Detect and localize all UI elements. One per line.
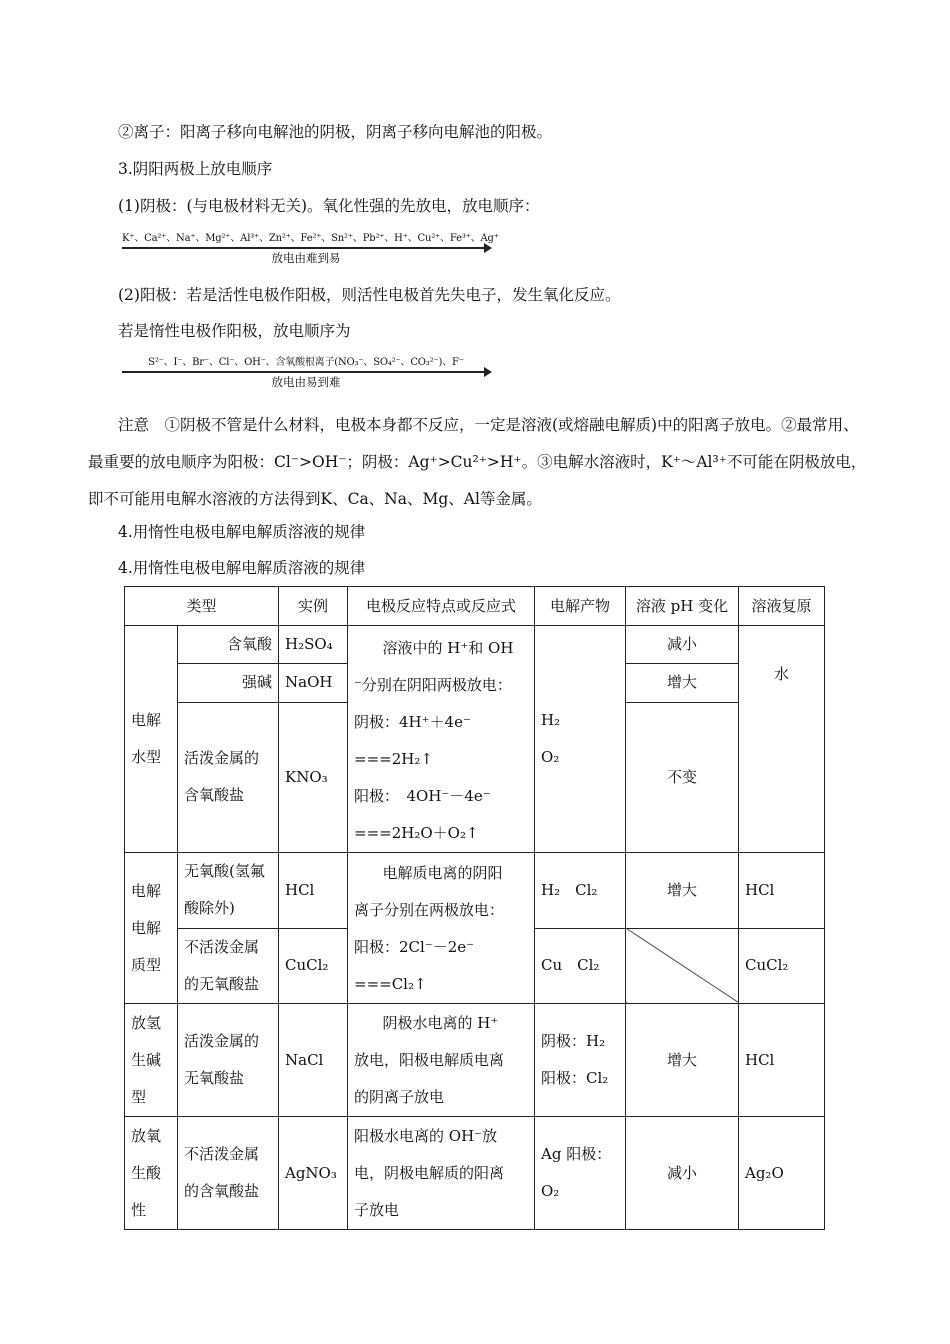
cathode-order-arrow (122, 232, 499, 265)
ph-cell: 减小 (626, 626, 739, 664)
cathode-order-caption: 放电由难到易 (271, 251, 341, 265)
header-type: 类型 (125, 587, 279, 626)
anode-order-arrow (122, 356, 490, 389)
restore-cell: HCl (739, 853, 825, 929)
example-cell: CuCl₂ (279, 928, 348, 1004)
example-cell: AgNO₃ (279, 1117, 348, 1230)
table-row (125, 1004, 825, 1117)
subtype-cell: 强碱 (178, 664, 279, 702)
ph-cell: 增大 (626, 853, 739, 929)
header-reaction: 电极反应特点或反应式 (348, 587, 535, 626)
paragraph-anode: (2)阳极：若是活性电极作阳极，则活性电极首先失电子，发生氧化反应。 (118, 286, 621, 304)
type-cell: 电解电解质型 (125, 853, 178, 1004)
restore-cell: 水 (739, 626, 825, 853)
header-example: 实例 (279, 587, 348, 626)
ph-cell: 减小 (626, 1117, 739, 1230)
product-cell: Ag 阳极： O₂ (535, 1117, 626, 1230)
header-ph: 溶液 pH 变化 (626, 587, 739, 626)
restore-cell: HCl (739, 1004, 825, 1117)
subtype-cell: 无氧酸(氢氟酸除外) (178, 853, 279, 929)
type-cell: 放氧生酸性 (125, 1117, 178, 1230)
reaction-cell: 电解质电离的阴阳 离子分别在两极放电： 阳极：2Cl⁻－2e⁻ ===Cl₂↑ (348, 853, 535, 1004)
header-restore: 溶液复原 (739, 587, 825, 626)
product-cell: Cu Cl₂ (535, 928, 626, 1004)
reaction-cell: 阳极水电离的 OH⁻放 电，阴极电解质的阳离 子放电 (348, 1117, 535, 1230)
heading-discharge-order: 3.阴阳两极上放电顺序 (118, 160, 273, 178)
subtype-cell: 活泼金属的无氧酸盐 (178, 1004, 279, 1117)
ph-cell: 增大 (626, 664, 739, 702)
ph-cell: 增大 (626, 1004, 739, 1117)
table-row (125, 626, 825, 664)
example-cell: HCl (279, 853, 348, 929)
product-cell: H₂ Cl₂ (535, 853, 626, 929)
product-cell: H₂ O₂ (535, 626, 626, 853)
anode-ion-sequence: S²⁻、I⁻、Br⁻、Cl⁻、OH⁻、含氧酸根离子(NO₃⁻、SO₄²⁻、CO₃²⁻)、F⁻ (148, 357, 464, 368)
table-row (125, 1117, 825, 1230)
header-product: 电解产物 (535, 587, 626, 626)
arrow-line (122, 247, 490, 249)
type-cell: 电解水型 (125, 626, 178, 853)
restore-cell: CuCl₂ (739, 928, 825, 1004)
subtype-cell: 含氧酸 (178, 626, 279, 664)
reaction-cell: 溶液中的 H⁺和 OH ⁻分别在阴阳两极放电： 阴极：4H⁺＋4e⁻ ===2H₂↑ 阳极： 4OH⁻－4e⁻ ===2H₂O＋O₂↑ (348, 626, 535, 853)
type-cell: 放氢生碱型 (125, 1004, 178, 1117)
table-header-row (125, 587, 825, 626)
subtype-cell: 不活泼金属的无氧酸盐 (178, 928, 279, 1004)
note-paragraph: 注意 ①阴极不管是什么材料，电极本身都不反应，一定是溶液(或熔融电解质)中的阳离子放电。②最常用、最重要的放电顺序为阳极：Cl⁻>OH⁻；阴极：Ag⁺>Cu²⁺>H⁺。③电解水溶液时，K⁺～Al³⁺不可能在阴极放电，即不可能用电解水溶液的方法得到K、Ca、Na、Mg、Al等金属。 (88, 416, 867, 508)
heading-rules: 4.用惰性电极电解电解质溶液的规律 (118, 523, 366, 541)
paragraph-cathode: (1)阴极：(与电极材料无关)。氧化性强的先放电，放电顺序： (118, 197, 540, 215)
arrow-line (122, 371, 490, 373)
subtype-cell: 活泼金属的含氧酸盐 (178, 702, 279, 852)
paragraph-ion-migration: ②离子：阳离子移向电解池的阴极，阴离子移向电解池的阳极。 (118, 123, 553, 141)
product-cell: 阴极：H₂ 阳极：Cl₂ (535, 1004, 626, 1117)
subtype-cell: 不活泼金属的含氧酸盐 (178, 1117, 279, 1230)
example-cell: NaCl (279, 1004, 348, 1117)
example-cell: NaOH (279, 664, 348, 702)
ph-cell: 不变 (626, 702, 739, 852)
reaction-cell: 阴极水电离的 H⁺ 放电，阳极电解质电离 的阴离子放电 (348, 1004, 535, 1117)
paragraph-inert-anode: 若是惰性电极作阳极，放电顺序为 (118, 322, 351, 340)
cathode-ion-sequence: K⁺、Ca²⁺、Na⁺、Mg²⁺、Al³⁺、Zn²⁺、Fe²⁺、Sn²⁺、Pb²⁺、H⁺、Cu²⁺、Fe³⁺、Ag⁺ (122, 233, 499, 244)
table-row (125, 853, 825, 929)
example-cell: KNO₃ (279, 702, 348, 852)
empty-diagonal-cell (626, 928, 739, 1004)
electrolysis-table (124, 586, 825, 1230)
example-cell: H₂SO₄ (279, 626, 348, 664)
restore-cell: Ag₂O (739, 1117, 825, 1230)
anode-order-caption: 放电由易到难 (271, 375, 341, 389)
heading-rules-repeat: 4.用惰性电极电解电解质溶液的规律 (118, 559, 366, 577)
